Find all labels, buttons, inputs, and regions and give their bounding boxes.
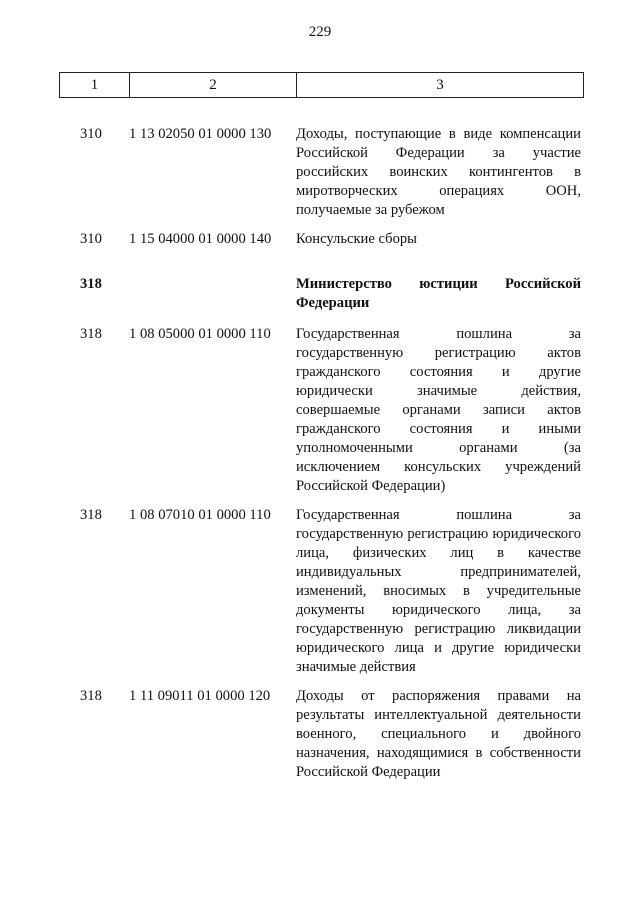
admin-code: 318: [80, 276, 102, 292]
header-col-2: 2: [130, 73, 297, 98]
table-row: [0, 125, 640, 220]
admin-code: 310: [80, 126, 102, 142]
admin-code: 318: [80, 507, 102, 523]
revenue-description: Государственная пошлина за государственную регистрацию юридического лица, физических лиц в качестве индивидуальных предпринимателей, изменений, вносимых в учредительные документы юридического лица, за государственную регистрацию ликвидации юридического лица и другие юридически значимые действия: [296, 507, 581, 675]
admin-code: 318: [80, 688, 102, 704]
section-heading-row: [0, 275, 640, 313]
table-row: [0, 506, 640, 677]
header-col-3: 3: [297, 73, 584, 98]
revenue-code: 1 08 05000 01 0000 110: [129, 326, 271, 342]
revenue-code: 1 15 04000 01 0000 140: [129, 231, 272, 247]
ministry-name: Министерство юстиции Российской Федерации: [296, 276, 581, 311]
admin-code: 310: [80, 231, 102, 247]
table-row: [0, 230, 640, 249]
admin-code: 318: [80, 326, 102, 342]
revenue-code: 1 11 09011 01 0000 120: [129, 688, 271, 704]
table-row: [0, 325, 640, 496]
page-number: 229: [308, 24, 332, 40]
table-row: [0, 687, 640, 782]
revenue-description: Доходы, поступающие в виде компенсации Российской Федерации за участие российских воинских контингентов в миротворческих операциях ООН, получаемые за рубежом: [296, 126, 581, 218]
revenue-description: Государственная пошлина за государственную регистрацию актов гражданского состояния и другие юридически значимые действия, совершаемые органами записи актов гражданского состояния и иными уполномоченными органами (за исключением консульских учреждений Российской Федерации): [296, 326, 581, 494]
column-header-table: [59, 72, 584, 98]
header-col-1: 1: [60, 73, 130, 98]
revenue-description: Доходы от распоряжения правами на результаты интеллектуальной деятельности военного, специального и двойного назначения, находящимися в собственности Российской Федерации: [296, 688, 581, 780]
revenue-description: Консульские сборы: [296, 231, 417, 247]
budget-table-body: [0, 125, 640, 782]
revenue-code: 1 08 07010 01 0000 110: [129, 507, 271, 523]
revenue-code: 1 13 02050 01 0000 130: [129, 126, 272, 142]
